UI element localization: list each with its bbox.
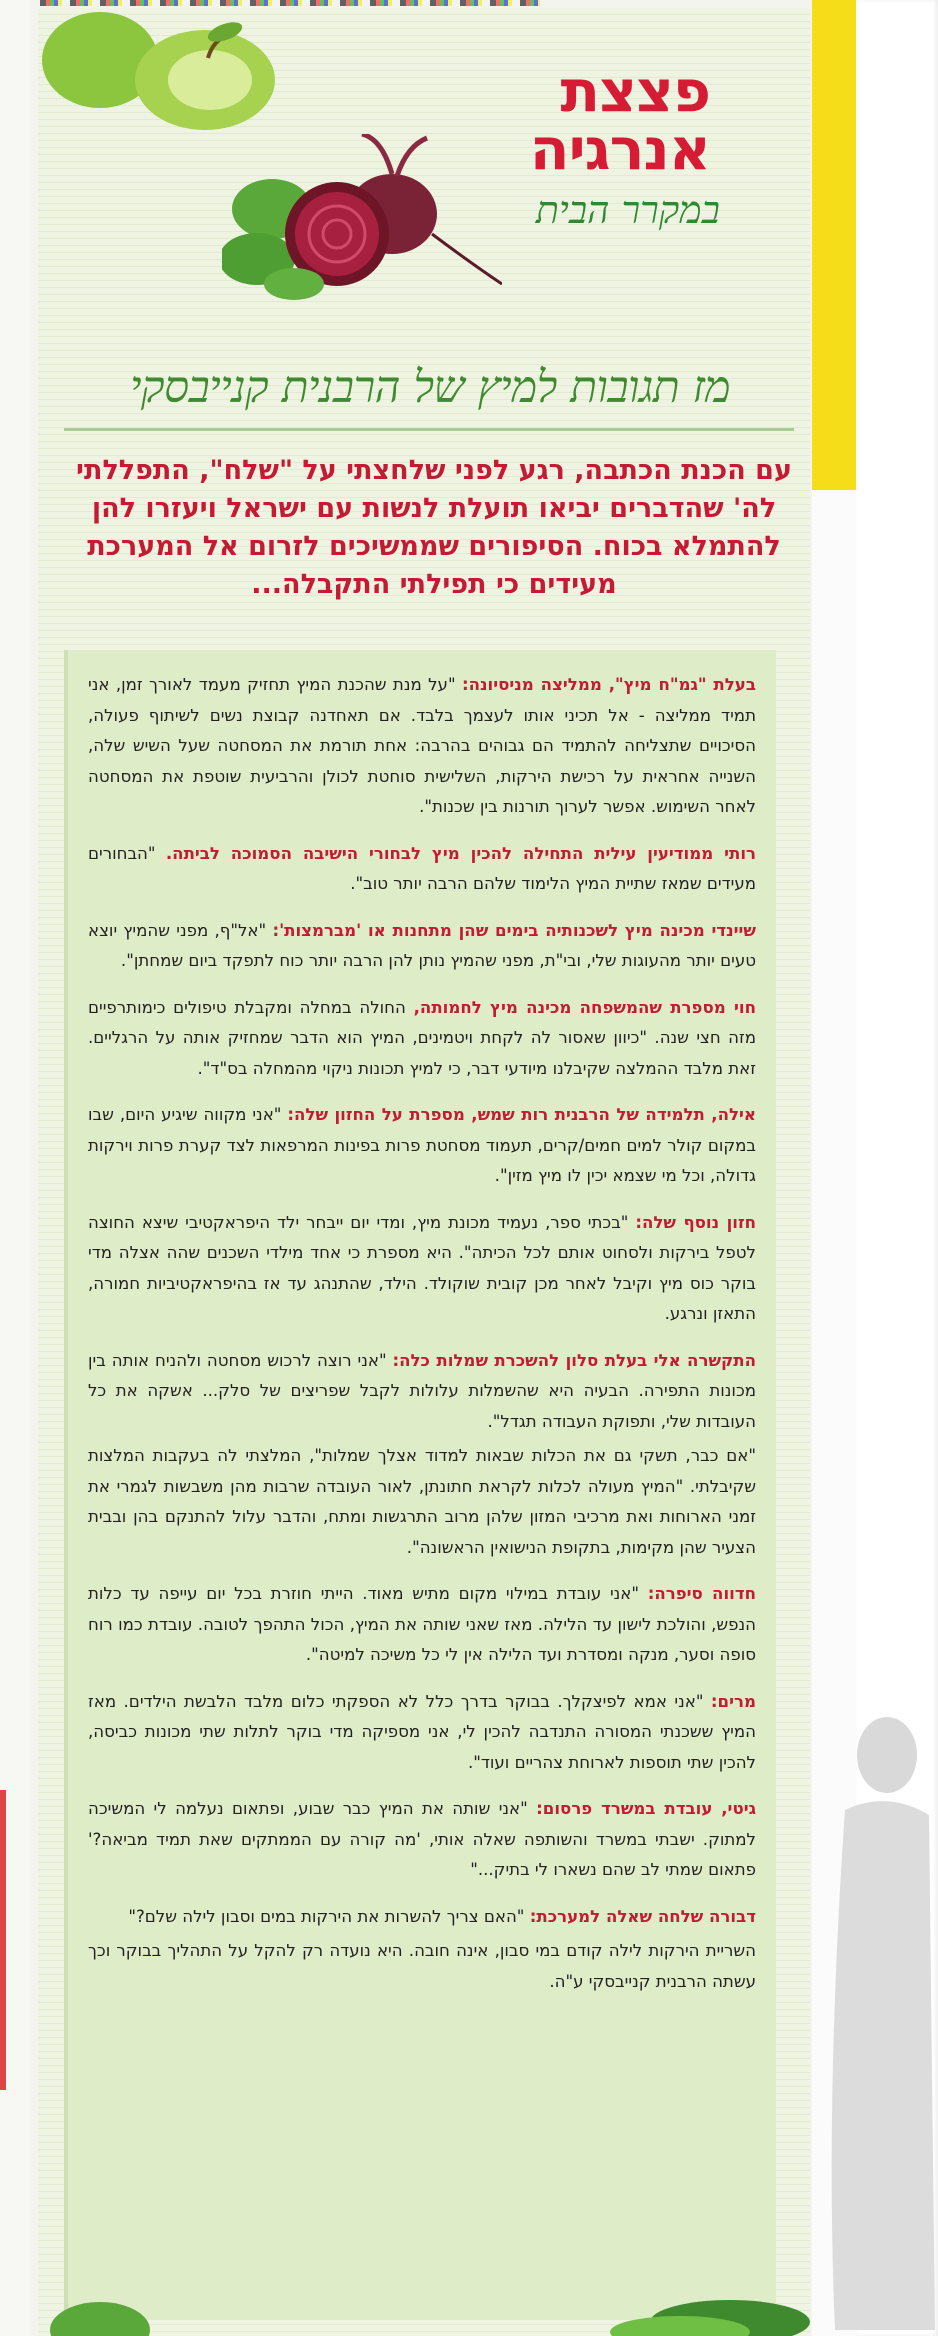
testimonial-paragraph — [88, 1208, 756, 1330]
testimonial-lead: דבורה שלחה שאלה למערכת: — [529, 1906, 756, 1926]
testimonial-paragraph — [88, 1441, 756, 1563]
testimonial-paragraph — [88, 916, 756, 977]
green-apple-icon — [40, 10, 280, 130]
testimonial-lead: רותי ממודיעין עילית התחילה להכין מיץ לבחורי הישיבה הסמוכה לביתה. — [165, 843, 757, 863]
testimonial-lead: חזון נוסף שלה: — [635, 1212, 757, 1232]
title-subtitle: במקרר הבית — [535, 188, 720, 232]
print-registration-marks — [40, 0, 540, 6]
testimonial-paragraph — [88, 1936, 756, 1997]
testimonial-text: "על מנת שהכנת המיץ תחזיק מעמד לאורך זמן, אני תמיד ממליצה - אל תכיני אותו לעצמך בלבד. אם תאחדנה קבוצת נשים לשיתוף פעולה, הסיכויים שתצליחה להתמיד הם גבוהים בהרבה: אחת תורמת את המסחטה שעל השיש שלה, השנייה אחראית על רכישת הירקות, השלישית סוחטת לכולן והרביעית שוטפת את המסחטה לאחר השימוש. אפשר לערוך תורנות בין שכנות". — [88, 675, 756, 816]
testimonial-text: "אני עובדת במילוי מקום מתיש מאוד. הייתי חוזרת בכל יום עייפה עד כלות הנפש, והולכת לישון עד הלילה. מאז שאני שותה את המיץ, הכול התהפך לטובה. עובדת כמו רוח סופה וסער, מנקה ומסדרת ועד הלילה אין לי כל משיכה למיטה". — [88, 1584, 756, 1664]
testimonial-text: "האם צריך להשרות את הירקות במים וסבון לילה שלם?" — [128, 1906, 530, 1926]
article-title — [500, 57, 720, 236]
testimonial-text: החולה במחלה ומקבלת טיפולים כימותרפיים מזה חצי שנה. "כיוון שאסור לה לקחת ויטמינים, המיץ הוא הדבר שמחזיק אותה על הרגליים. זאת מלבד ההמלצה שקיבלנו מיודעי דבר, כי למיץ תכונות ניקוי מהמחלה בס"ד". — [88, 997, 756, 1078]
testimonial-paragraph — [88, 1687, 756, 1779]
testimonial-text: "אני רוצה לרכוש מסחטה ולהניח אותה בין מכונות התפירה. הבעיה היא שהשמלות עלולות לקבל שפריצים של סלק... אשקה את כל העובדות שלי, ותפוקת העבודה תגדל". — [88, 1350, 756, 1431]
testimonial-text: "אני שותה את המיץ כבר שבוע, ופתאום נעלמה לי המשיכה למתוק. ישבתי במשרד והשותפה שאלה אותי, 'מה קורה עם הממתקים שאת תמיד מביאה?' פתאום שמתי לב שהם נשארו לי בתיק..." — [88, 1799, 756, 1879]
testimonial-text: השריית הירקות לילה קודם במי סבון, אינה חובה. היא נועדה רק להקל על התהליך בבוקר וכך עשתה הרבנית קנייבסקי ע"ה. — [88, 1941, 756, 1991]
adjacent-page-edge — [0, 1790, 6, 2090]
testimonials-box — [64, 650, 776, 2320]
testimonial-text: "אם כבר, תשקי גם את הכלות שבאות למדוד אצלך שמלות", המלצתי לה בעקבות המלצות שקיבלתי. "המיץ מעולה לכלות לקראת חתונתן, לאור העובדה שרבות מהן משבשות לגמרי את זמני הארוחות ואת מרכיבי המזון שלהן מרוב התרגשות ומתח, והדבר עלול להתנקם בהן ובבית הצעיר שהן מקימות, בתקופת הנישואין הראשונה". — [88, 1446, 756, 1557]
testimonial-text: "אל"ף, מפני שהמיץ יוצא טעים יותר מהעוגות שלי, ובי"ת, מפני שהמיץ נותן להן הרבה יותר כוח לתפקד ביום שמחתן". — [88, 920, 756, 970]
testimonial-lead: גיטי, עובדת במשרד פרסום: — [536, 1799, 757, 1818]
testimonial-text: "אני אמא לפיצקלך. בבוקר בדרך כלל לא הספקתי כלום מלבד הלבשת הילדים. מאז המיץ ששכנתי המסורה התנדבה להכין לי, אני מספיקה מדי בוקר לתלות שתי מכונות כביסה, להכין שתי תוספות לארוחת צהריים ועוד". — [88, 1691, 756, 1772]
testimonial-paragraph — [88, 670, 756, 823]
testimonial-lead: אילה, תלמידה של הרבנית רות שמש, מספרת על החזון שלה: — [287, 1105, 757, 1124]
testimonial-lead: חוי מספרת שהמשפחה מכינה מיץ לחמותה, — [413, 997, 756, 1017]
testimonial-paragraph — [88, 1902, 756, 1933]
beetroot-icon — [222, 134, 502, 304]
testimonial-lead: התקשרה אלי בעלת סלון להשכרת שמלות כלה: — [392, 1350, 756, 1370]
vegetables-icon — [40, 2270, 810, 2336]
testimonial-paragraph — [88, 839, 756, 900]
yellow-page-tab — [812, 0, 856, 490]
testimonial-lead: שיינדי מכינה מיץ לשכנותיה בימים שהן מתחנות או 'מברמצות': — [272, 920, 757, 940]
testimonial-text: "אני מקווה שיגיע היום, שבו במקום קולר למים חמים/קרים, תעמוד מסחטת פרות בפינות המרפאות לצד קערת פרות וירקות גדולה, וכל מי שצמא יכין לו מיץ מזין". — [88, 1105, 756, 1185]
testimonial-paragraph — [88, 1579, 756, 1671]
intro-paragraph: עם הכנת הכתבה, רגע לפני שלחצתי על "שלח", התפללתי לה' שהדברים יביאו תועלת לנשות עם ישראל ויעזרו להן להתמלא בכוח. הסיפורים שממשיכים לזרום אל המערכת מעידים כי תפילתי התקבלה... — [76, 455, 792, 600]
heading-underline — [64, 428, 794, 431]
testimonial-lead: בעלת "גמ"ח מיץ", ממליצה מניסיונה: — [461, 675, 756, 694]
testimonial-paragraph — [88, 1346, 756, 1438]
testimonial-paragraph — [88, 1100, 756, 1192]
testimonial-paragraph — [88, 1794, 756, 1886]
person-silhouette-icon — [815, 1700, 935, 2330]
handwritten-heading: מז תגובות למיץ של הרבנית קנייבסקי — [129, 362, 731, 413]
testimonial-lead: מרים: — [710, 1691, 756, 1711]
testimonial-paragraph — [88, 993, 756, 1085]
title-line-1: פצצת — [560, 57, 710, 125]
title-line-2: אנרגיה — [529, 115, 710, 183]
testimonial-text: "בכתי ספר, נעמיד מכונת מיץ, ומדי יום ייבחר ילד היפראקטיבי שיצא החוצה לטפל בירקות ולסחוט אותם לכל הכיתה". היא מספרת כי אחד מילדי השכנים שהה אצלה מדי בוקר כוס מיץ וקיבל לאחר מכן קובית שוקולד. הילד, שהתנהג עד אז בהיפראקטיביות חמורה, התאזן ונרגע. — [88, 1212, 756, 1323]
testimonial-lead: חדווה סיפרה: — [647, 1584, 756, 1603]
testimonial-text: "הבחורים מעידים שמאז שתיית המיץ הלימוד שלהם הרבה יותר טוב". — [88, 843, 756, 893]
